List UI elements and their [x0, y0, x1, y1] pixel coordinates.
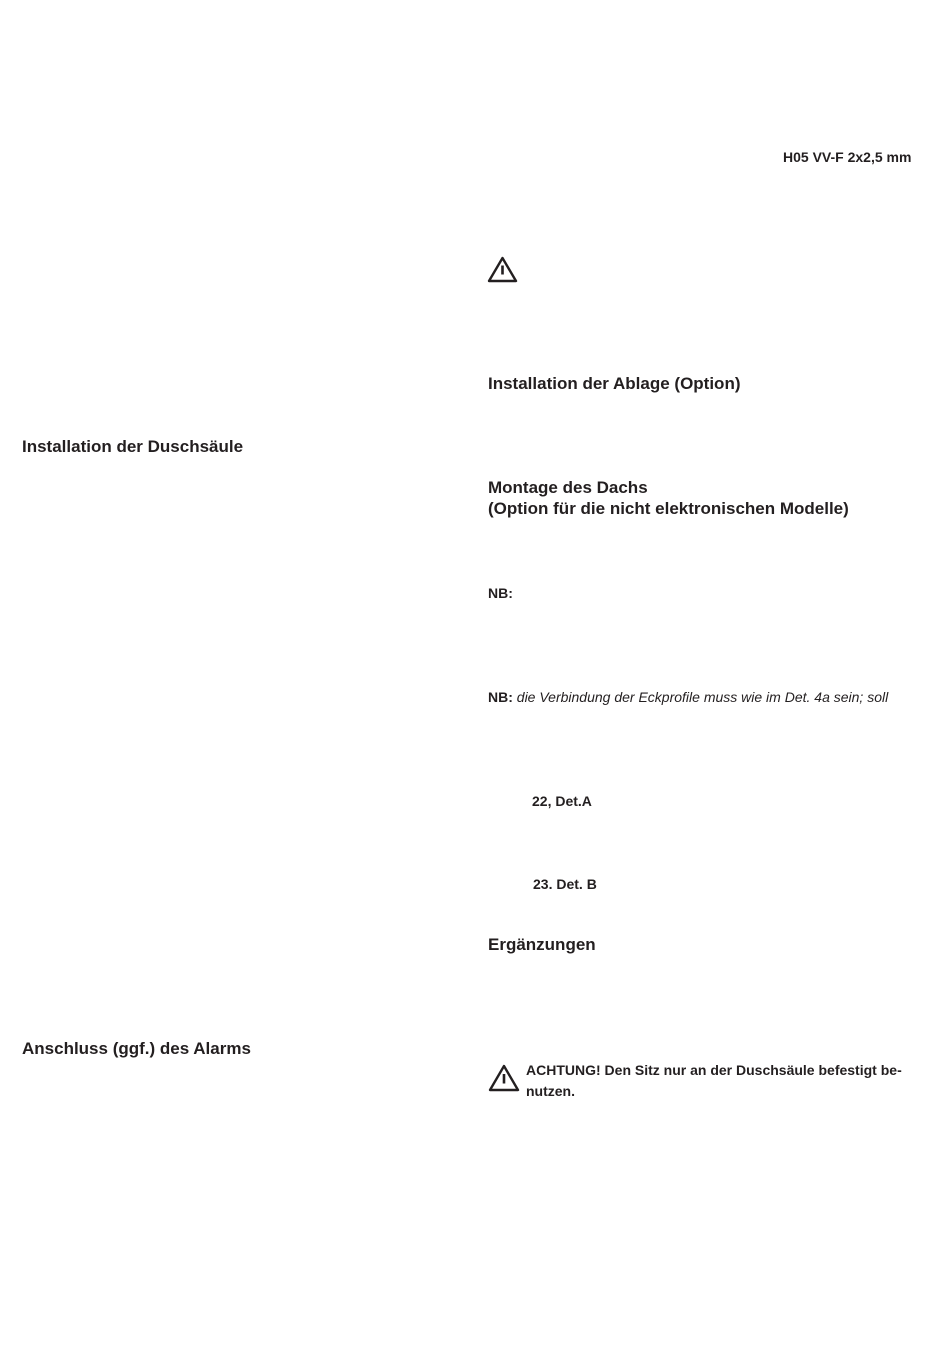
alarm-heading: Anschluss (ggf.) des Alarms	[22, 1039, 251, 1058]
ablage-heading: Installation der Ablage (Option)	[488, 374, 741, 393]
detail-b-label: 23. Det. B	[533, 876, 597, 892]
dach-heading-line1: Montage des Dachs	[488, 478, 648, 497]
duschsaeule-heading: Installation der Duschsäule	[22, 437, 244, 456]
warning-text: ACHTUNG! Den Sitz nur an der Duschsäule befestigt benutzen.	[526, 1062, 902, 1099]
detail-a-label: 22, Det.A	[532, 793, 592, 809]
warning-triangle-icon	[487, 256, 518, 283]
nb-label: NB:	[488, 689, 513, 705]
dach-heading-line2: (Option für die nicht elektronischen Modelle)	[488, 499, 849, 518]
nb-note	[488, 688, 888, 706]
nb-label: NB:	[488, 585, 513, 601]
ergaenzungen-heading: Ergänzungen	[488, 935, 596, 954]
cable-spec: H05 VV-F 2x2,5 mm	[783, 149, 912, 165]
warning-triangle-icon	[488, 1064, 520, 1092]
nb-note-text: die Verbindung der Eckprofile muss wie im Det. 4a sein; soll	[516, 689, 889, 705]
